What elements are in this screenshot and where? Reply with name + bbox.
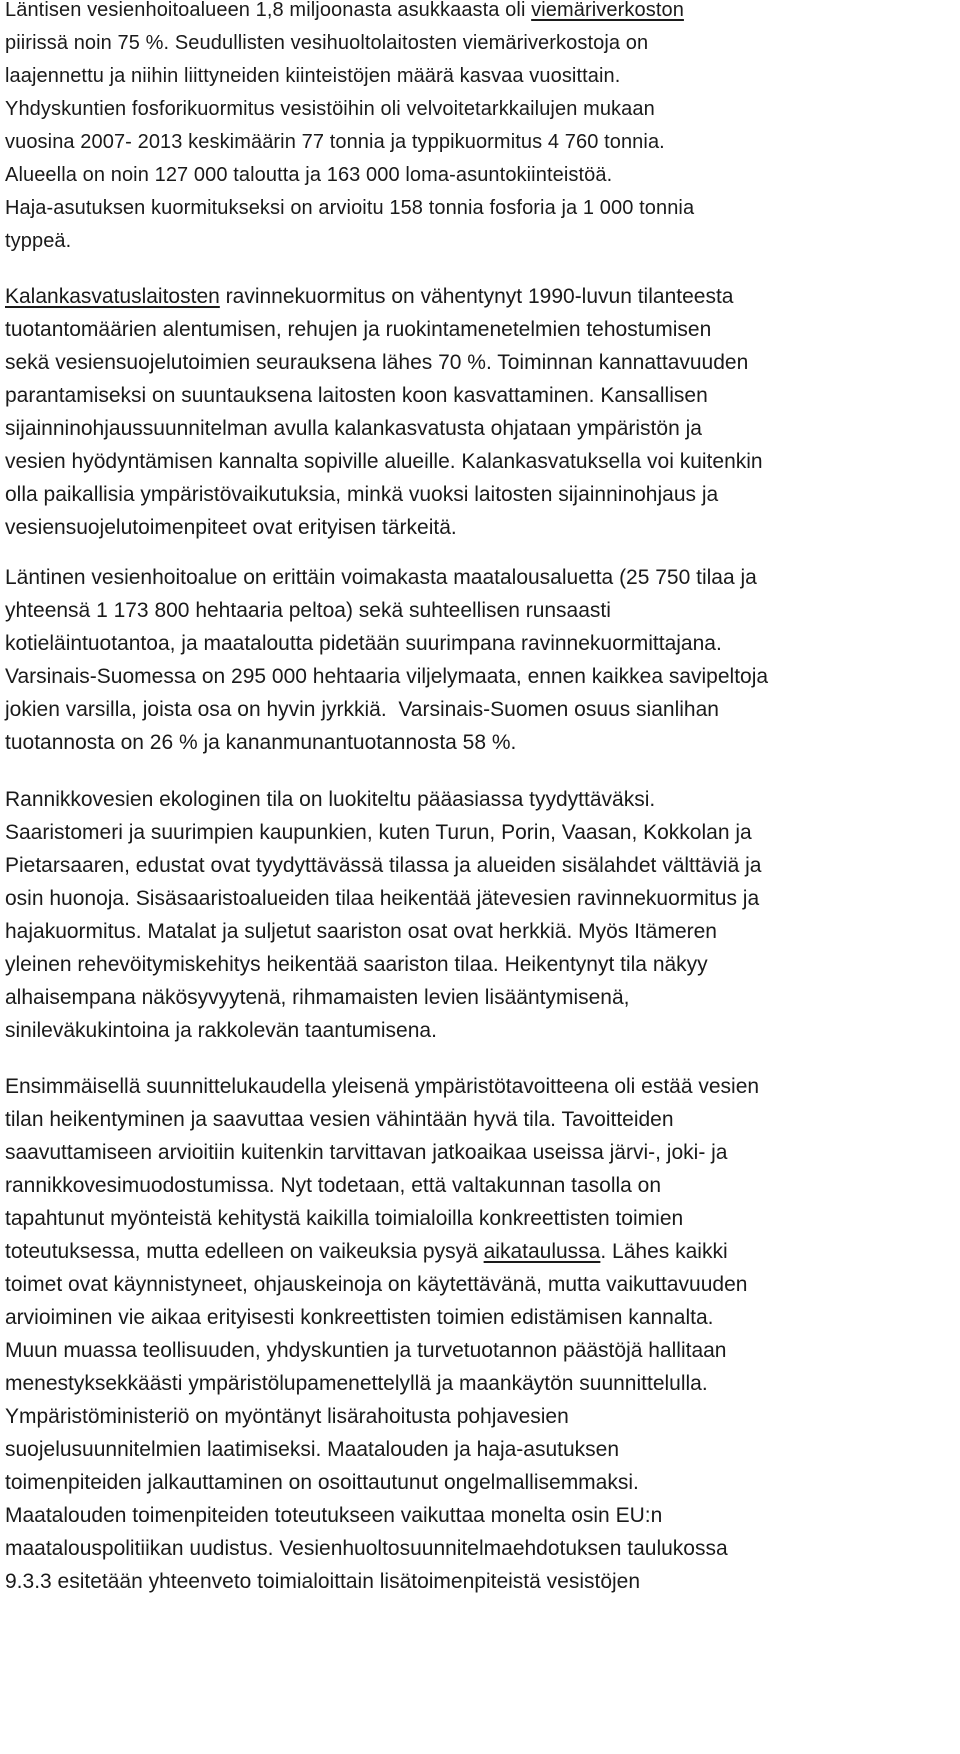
text-run: maatalouspolitiikan uudistus. Vesienhuoltosuunnitelmaehdotuksen taulukossa (5, 1537, 728, 1560)
text-run: tuotantomäärien alentumisen, rehujen ja ruokintamenetelmien tehostumisen (5, 318, 712, 341)
text-line (5, 1565, 759, 1598)
text-run: vesien hyödyntämisen kannalta sopiville alueille. Kalankasvatuksella voi kuitenkin (5, 450, 763, 473)
text-line (5, 27, 694, 60)
text-run: sijainninohjaussuunnitelman avulla kalankasvatusta ohjataan ympäristön ja (5, 417, 702, 440)
text-line (5, 816, 761, 849)
text-run: Ensimmäisellä suunnittelukaudella yleisenä ympäristötavoitteena oli estää vesien (5, 1075, 760, 1098)
text-line (5, 561, 768, 594)
text-line (5, 1433, 759, 1466)
text-line (5, 313, 763, 346)
text-run: Muun muassa teollisuuden, yhdyskuntien ja turvetuotannon päästöjä hallitaan (5, 1339, 727, 1362)
text-line (5, 948, 761, 981)
text-run: parantamiseksi on suuntauksena laitosten koon kasvattaminen. Kansallisen (5, 384, 708, 407)
text-line (5, 1169, 759, 1202)
text-line (5, 660, 768, 693)
text-line (5, 445, 763, 478)
text-run: Läntinen vesienhoitoalue on erittäin voimakasta maatalousaluetta (25 750 tilaa ja (5, 566, 757, 589)
text-run: yhteensä 1 173 800 hehtaaria peltoa) sekä suhteellisen runsaasti (5, 599, 611, 622)
text-run: rannikkovesimuodostumissa. Nyt todetaan, että valtakunnan tasolla on (5, 1174, 662, 1197)
text-run: 9.3.3 esitetään yhteenveto toimialoittain lisätoimenpiteistä vesistöjen (5, 1570, 641, 1593)
text-line (5, 1202, 759, 1235)
text-run: tuotannosta on 26 % ja kananmunantuotannosta 58 %. (5, 731, 517, 754)
text-line (5, 981, 761, 1014)
underlined-term[interactable]: Kalankasvatuslaitosten (5, 285, 220, 308)
text-run: laajennettu ja niihin liittyneiden kiinteistöjen määrä kasvaa vuosittain. (5, 65, 621, 87)
text-run: Pietarsaaren, edustat ovat tyydyttävässä tilassa ja alueiden sisälahdet välttäviä ja (5, 854, 762, 877)
underlined-term[interactable]: aikataulussa (483, 1240, 601, 1263)
text-line (5, 225, 694, 258)
text-line (5, 594, 768, 627)
text-run: vuosina 2007- 2013 keskimäärin 77 tonnia ja typpikuormitus 4 760 tonnia. (5, 131, 665, 153)
text-line (5, 159, 694, 192)
text-run: Saaristomeri ja suurimpien kaupunkien, kuten Turun, Porin, Vaasan, Kokkolan ja (5, 821, 752, 844)
text-line (5, 1301, 759, 1334)
text-run: tilan heikentyminen ja saavuttaa vesien vähintään hyvä tila. Tavoitteiden (5, 1108, 674, 1131)
text-run: Yhdyskuntien fosforikuormitus vesistöihin oli velvoitetarkkailujen mukaan (5, 98, 655, 120)
text-run: sekä vesiensuojelutoimien seurauksena lähes 70 %. Toiminnan kannattavuuden (5, 351, 749, 374)
text-run: jokien varsilla, joista osa on hyvin jyrkkiä. Varsinais-Suomen osuus sianlihan (5, 698, 719, 721)
text-line (5, 1466, 759, 1499)
text-run: toimet ovat käynnistyneet, ohjauskeinoja on käytettävänä, mutta vaikuttavuuden (5, 1273, 748, 1296)
text-run: Alueella on noin 127 000 taloutta ja 163 000 loma-asuntokiinteistöä. (5, 164, 613, 186)
text-run: typpeä. (5, 230, 72, 252)
text-line (5, 1103, 759, 1136)
text-line (5, 1334, 759, 1367)
text-run: Rannikkovesien ekologinen tila on luokiteltu pääasiassa tyydyttäväksi. (5, 788, 656, 811)
text-run: yleinen rehevöitymiskehitys heikentää saariston tilaa. Heikentynyt tila näkyy (5, 953, 708, 976)
text-run: olla paikallisia ympäristövaikutuksia, minkä vuoksi laitosten sijainninohjaus ja (5, 483, 719, 506)
paragraph-coastal-waters (5, 783, 761, 1047)
text-run: suojelusuunnitelmien laatimiseksi. Maatalouden ja haja-asutuksen (5, 1438, 620, 1461)
text-line (5, 1400, 759, 1433)
text-run: alhaisempana näkösyvyytenä, rihmamaisten levien lisääntymisenä, (5, 986, 630, 1009)
text-line (5, 1070, 759, 1103)
text-line (5, 346, 763, 379)
text-line (5, 511, 763, 544)
text-line (5, 849, 761, 882)
text-line (5, 1235, 759, 1268)
text-line (5, 412, 763, 445)
text-line (5, 1014, 761, 1047)
text-run: kotieläintuotantoa, ja maataloutta pidetään suurimpana ravinnekuormittajana. (5, 632, 722, 655)
text-run: hajakuormitus. Matalat ja suljetut saariston osat ovat herkkiä. Myös Itämeren (5, 920, 717, 943)
text-run: Haja-asutuksen kuormitukseksi on arvioitu 158 tonnia fosforia ja 1 000 tonnia (5, 197, 695, 219)
paragraph-planning-period (5, 1070, 759, 1598)
text-line (5, 126, 694, 159)
text-run: Varsinais-Suomessa on 295 000 hehtaaria viljelymaata, ennen kaikkea savipeltoja (5, 665, 769, 688)
text-line (5, 60, 694, 93)
text-run: sinileväkukintoina ja rakkolevän taantumisena. (5, 1019, 437, 1042)
text-run: toimenpiteiden jalkauttaminen on osoittautunut ongelmallisemmaksi. (5, 1471, 639, 1494)
text-line (5, 1532, 759, 1565)
text-run: osin huonoja. Sisäsaaristoalueiden tilaa heikentää jätevesien ravinnekuormitus ja (5, 887, 760, 910)
paragraph-fish-farming (5, 280, 763, 544)
text-run: . Lähes kaikki (600, 1240, 728, 1263)
text-run: piirissä noin 75 %. Seudullisten vesihuoltolaitosten viemäriverkostoja on (5, 32, 649, 54)
text-run: tapahtunut myönteistä kehitystä kaikilla toimialoilla konkreettisten toimien (5, 1207, 684, 1230)
text-run: menestyksekkäästi ympäristölupamenettelyllä ja maankäytön suunnittelulla. (5, 1372, 708, 1395)
text-line (5, 915, 761, 948)
text-line (5, 693, 768, 726)
text-line (5, 280, 763, 313)
text-line (5, 1367, 759, 1400)
text-line (5, 1268, 759, 1301)
text-line (5, 882, 761, 915)
text-line (5, 726, 768, 759)
text-run: toteutuksessa, mutta edelleen on vaikeuksia pysyä (5, 1240, 484, 1263)
text-run: arvioiminen vie aikaa erityisesti konkreettisten toimien edistämisen kannalta. (5, 1306, 714, 1329)
text-line (5, 783, 761, 816)
text-run: Läntisen vesienhoitoalueen 1,8 miljoonasta asukkaasta oli (5, 0, 532, 21)
text-line (5, 627, 768, 660)
text-line (5, 1499, 759, 1532)
text-line (5, 93, 694, 126)
text-line (5, 1136, 759, 1169)
paragraph-agriculture (5, 561, 768, 759)
text-run: Maatalouden toimenpiteiden toteutukseen vaikuttaa monelta osin EU:n (5, 1504, 663, 1527)
text-run: ravinnekuormitus on vähentynyt 1990-luvun tilanteesta (219, 285, 734, 308)
text-line (5, 192, 694, 225)
text-line (5, 478, 763, 511)
text-run: vesiensuojelutoimenpiteet ovat erityisen tärkeitä. (5, 516, 457, 539)
text-run: Ympäristöministeriö on myöntänyt lisärahoitusta pohjavesien (5, 1405, 569, 1428)
underlined-term[interactable]: viemäriverkoston (531, 0, 684, 21)
text-line (5, 0, 694, 27)
text-run: saavuttamiseen arvioitiin kuitenkin tarvittavan jatkoaikaa useissa järvi-, joki- ja (5, 1141, 728, 1164)
paragraph-sewerage (5, 0, 694, 258)
text-line (5, 379, 763, 412)
